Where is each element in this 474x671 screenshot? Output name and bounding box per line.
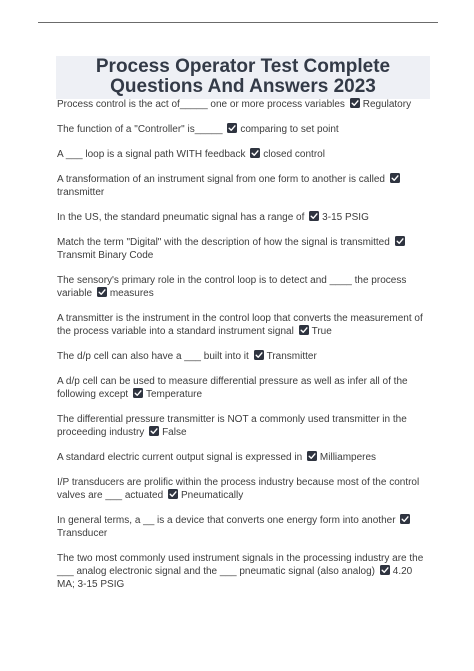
question-text: The differential pressure transmitter is NOT a commonly used transmitter in the proceeding industry — [57, 414, 407, 438]
check-icon — [299, 325, 309, 335]
page-title: Process Operator Test Complete Questions And Answers 2023 — [56, 56, 430, 99]
question-text: A standard electric current output signal is expressed in — [57, 452, 303, 463]
qa-item — [57, 451, 429, 464]
question-text: The two most commonly used instrument signals in the processing industry are the ___ analog electronic signal and the ___ pneumatic signal (also analog) — [57, 553, 424, 577]
qa-item — [57, 350, 429, 363]
question-text: The d/p cell can also have a ___ built into it — [57, 351, 249, 362]
answer-text: measures — [109, 288, 154, 299]
qa-item — [57, 476, 429, 502]
qa-item — [57, 375, 429, 401]
qa-item — [57, 413, 429, 439]
qa-item — [57, 514, 429, 540]
answer-text: Transducer — [57, 528, 108, 539]
question-text: In general terms, a __ is a device that converts one energy form into another — [57, 515, 396, 526]
question-text: Process control is the act of_____ one or more process variables — [57, 99, 345, 110]
question-text: I/P transducers are prolific within the process industry because most of the control valves are ___ actuated — [57, 477, 420, 501]
question-text: The function of a "Controller" is_____ — [57, 124, 223, 135]
check-icon — [395, 236, 405, 246]
qa-item — [57, 312, 429, 338]
question-text: A transmitter is the instrument in the control loop that converts the measurement of the process variable into a standard instrument signal — [57, 313, 423, 337]
check-icon — [350, 98, 360, 108]
question-text: Match the term "Digital" with the description of how the signal is transmitted — [57, 237, 390, 248]
answer-text: Temperature — [145, 389, 203, 400]
answer-text: Regulatory — [362, 99, 412, 110]
answer-text: transmitter — [57, 187, 105, 198]
answer-text: comparing to set point — [240, 124, 339, 135]
answer-text: Transmitter — [266, 351, 317, 362]
answer-text: Transmit Binary Code — [57, 250, 154, 261]
answer-text: 3-15 PSIG — [322, 212, 369, 223]
check-icon — [227, 123, 237, 133]
check-icon — [390, 173, 400, 183]
qa-item — [57, 211, 429, 224]
answer-text: Pneumatically — [180, 490, 244, 501]
qa-list — [57, 98, 429, 591]
check-icon — [250, 148, 260, 158]
check-icon — [309, 211, 319, 221]
qa-item — [57, 552, 429, 591]
question-text: A ___ loop is a signal path WITH feedback — [57, 149, 246, 160]
answer-text: 4.20 MA; 3-15 PSIG — [57, 566, 413, 590]
check-icon — [400, 514, 410, 524]
top-divider — [38, 22, 438, 23]
check-icon — [133, 388, 143, 398]
check-icon — [97, 287, 107, 297]
qa-item — [57, 123, 429, 136]
check-icon — [168, 489, 178, 499]
question-text: The sensory's primary role in the control loop is to detect and ____ the process variable — [57, 275, 407, 299]
answer-text: closed control — [263, 149, 325, 160]
check-icon — [380, 565, 390, 575]
qa-item — [57, 274, 429, 300]
qa-item — [57, 236, 429, 262]
qa-item — [57, 98, 429, 111]
answer-text: Milliamperes — [319, 452, 377, 463]
question-text: A d/p cell can be used to measure differential pressure as well as infer all of the following except — [57, 376, 408, 400]
qa-item — [57, 148, 429, 161]
question-text: A transformation of an instrument signal from one form to another is called — [57, 174, 385, 185]
check-icon — [307, 451, 317, 461]
answer-text: False — [162, 427, 187, 438]
question-text: In the US, the standard pneumatic signal has a range of — [57, 212, 305, 223]
qa-item — [57, 173, 429, 199]
check-icon — [254, 350, 264, 360]
answer-text: True — [311, 326, 332, 337]
check-icon — [149, 426, 159, 436]
